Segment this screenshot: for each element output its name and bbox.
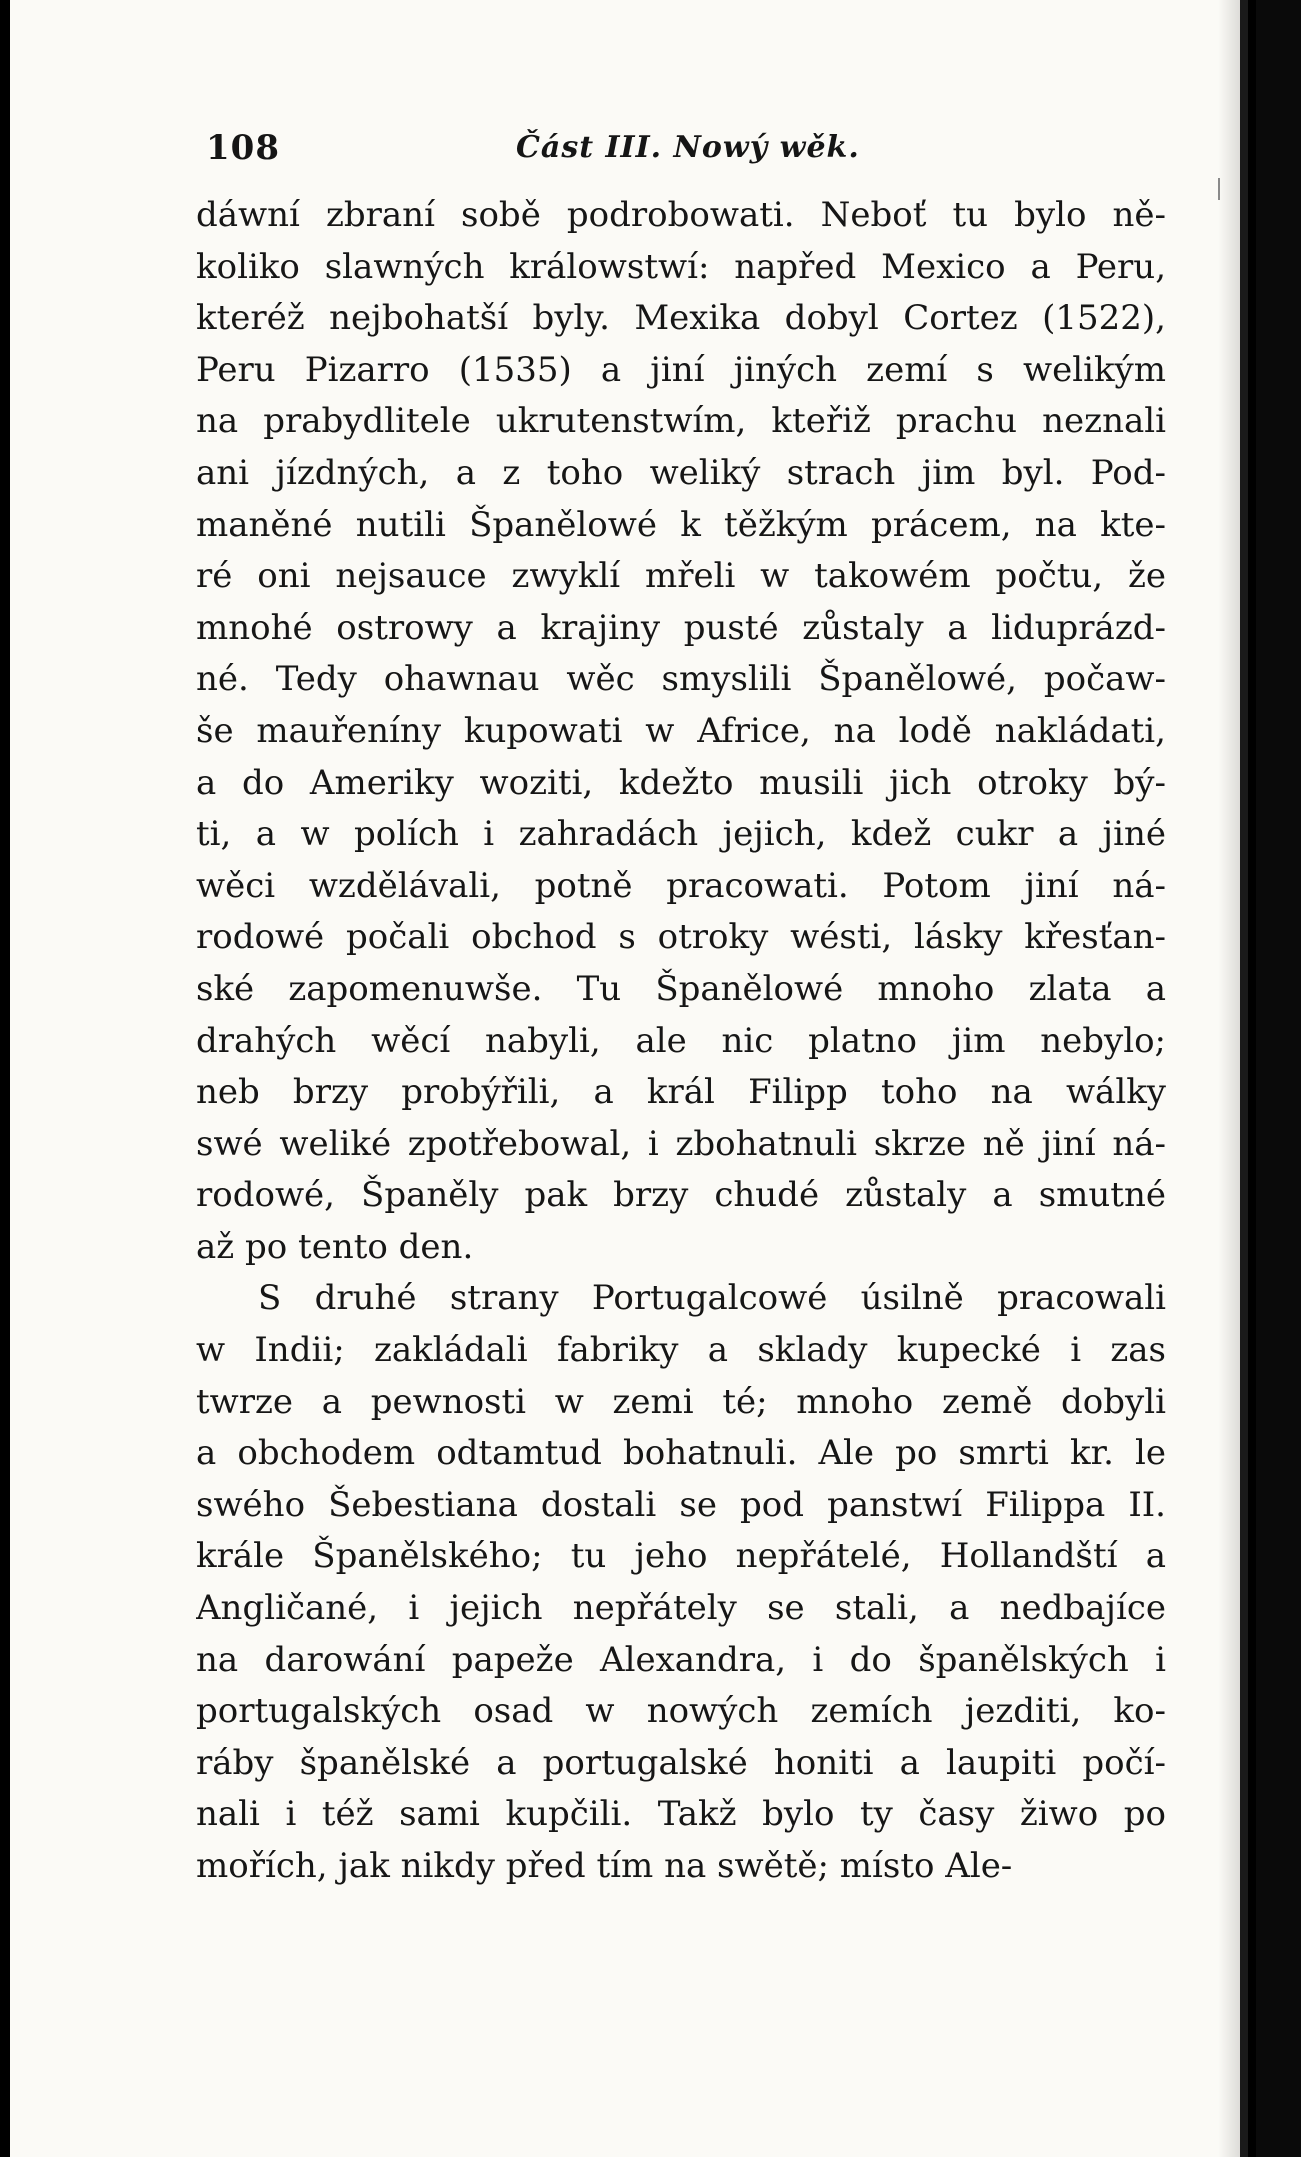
text-line: w Indii; zakládali fabriky a sklady kupecké i zas: [196, 1330, 1166, 1371]
margin-mark: [1240, 1670, 1242, 1696]
text-line: na prabydlitele ukrutenstwím, kteřiž prachu neznali: [196, 401, 1166, 442]
text-line: swého Šebestiana dostali se pod panstwí Filippa II.: [196, 1484, 1166, 1525]
text-line: dáwní zbraní sobě podrobowati. Neboť tu bylo ně-: [196, 195, 1166, 235]
text-line: nali i též sami kupčili. Takž bylo ty časy žiwo po: [196, 1794, 1166, 1835]
text-line: še mauřeníny kupowati w Africe, na lodě nakládati,: [196, 710, 1166, 751]
text-line: maněné nutili Španělowé k těžkým prácem, na kte-: [196, 504, 1166, 545]
text-line: drahých wěcí nabyli, ale nic platno jim nebylo;: [196, 1020, 1166, 1061]
text-line: krále Španělského; tu jeho nepřátelé, Hollandští a: [196, 1536, 1166, 1577]
text-line: ani jízdných, a z toho weliký strach jim byl. Pod-: [196, 452, 1166, 493]
text-line: kteréž nejbohatší byly. Mexika dobyl Cortez (1522),: [196, 298, 1166, 339]
margin-mark: [1218, 178, 1220, 200]
text-line: ti, a w polích i zahradách jejich, kdež cukr a jiné: [196, 814, 1166, 855]
text-line: a do Ameriky woziti, kdežto musili jich otroky bý-: [196, 762, 1166, 803]
text-line: twrze a pewnosti w zemi té; mnoho země dobyli: [196, 1381, 1166, 1422]
text-line: ské zapomenuwše. Tu Španělowé mnoho zlata a: [196, 968, 1166, 1009]
text-line: a obchodem odtamtud bohatnuli. Ale po smrti kr. le: [196, 1433, 1166, 1474]
text-line: Angličané, i jejich nepřátely se stali, a nedbajíce: [196, 1588, 1166, 1629]
text-line: wěci wzdělávali, potně pracowati. Potom jiní ná-: [196, 865, 1166, 906]
text-line: S druhé strany Portugalcowé úsilně pracowali: [258, 1278, 1166, 1319]
page-edge-shadow: [1218, 0, 1240, 2157]
text-line: rodowé počali obchod s otroky wésti, lásky křesťan-: [196, 917, 1166, 958]
text-line: Peru Pizarro (1535) a jiní jiných zemí s welikým: [196, 349, 1166, 390]
text-line: portugalských osad w nowých zemích jezditi, ko-: [196, 1691, 1166, 1732]
page-number: 108: [206, 128, 280, 168]
text-line: mnohé ostrowy a krajiny pusté zůstaly a liduprázd-: [196, 607, 1166, 648]
text-line: neb brzy probýřili, a král Filipp toho na wálky: [196, 1072, 1166, 1113]
text-line: ráby španělské a portugalské honiti a laupiti počí-: [196, 1742, 1166, 1783]
text-line: né. Tedy ohawnau wěc smyslili Španělowé, počaw-: [196, 659, 1166, 700]
text-line: swé weliké zpotřebowal, i zbohatnuli skrze ně jiní ná-: [196, 1123, 1166, 1164]
text-line: mořích, jak nikdy před tím na swětě; místo Ale-: [196, 1846, 1013, 1886]
text-line: ré oni nejsauce zwyklí mřeli w takowém počtu, že: [196, 556, 1166, 597]
text-line: na darowání papeže Alexandra, i do španělských i: [196, 1639, 1166, 1680]
scan-border: [1256, 0, 1301, 2157]
body-text: [196, 190, 1166, 1893]
running-head: [206, 128, 1106, 168]
book-page: [10, 0, 1248, 2157]
section-title: Část III. Nowý wěk.: [516, 130, 860, 165]
text-line: až po tento den.: [196, 1226, 474, 1267]
text-line: koliko slawných králowstwí: napřed Mexico a Peru,: [196, 246, 1166, 287]
text-line: rodowé, Španěly pak brzy chudé zůstaly a smutné: [196, 1175, 1166, 1216]
